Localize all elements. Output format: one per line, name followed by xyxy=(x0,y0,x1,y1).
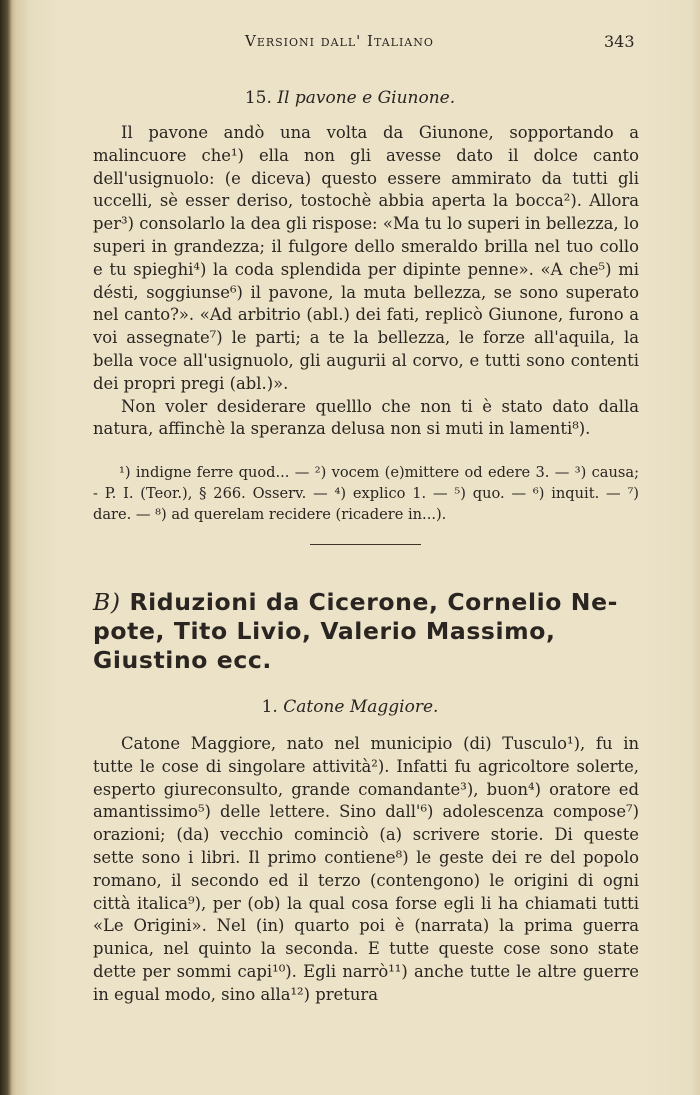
section-1-number: 1. xyxy=(261,697,278,717)
section-b-letter: B) xyxy=(93,588,121,616)
fable-paragraph: Il pavone andò una volta da Giunone, sopportando a malincuore che¹) ella non gli avesse dato il dolce canto dell'usignuolo: (e diceva) questo essere ammirato da tutti gli uccelli, sè esser deriso, tostochè abbia aperta la bocca²). Allora per³) consolarlo la dea gli rispose: «Ma tu lo superi in bellezza, lo superi in grandezza; il fulgore dello smeraldo brilla nel tuo collo e tu spieghi⁴) la coda splendida per dipinte penne». «A che⁵) mi désti, soggiunse⁶) il pavone, la muta bellezza, se sono superato nel canto?». «Ad arbitrio (abl.) dei fati, replicò Giunone, furono a voi assegnate⁷) le parti; a te la bellezza, le forze all'aquila, la bella voce all'usignuolo, gli augurii al corvo, e tutti sono contenti dei propri pregi (abl.)». xyxy=(93,123,639,393)
moral-paragraph: Non voler desiderare quelllo che non ti è stato dato dalla natura, affinchè la speranza delusa non si muti in lamenti⁸). xyxy=(93,396,639,439)
running-title: Versioni dall' Italiano xyxy=(245,32,434,50)
section-15-body xyxy=(93,122,639,441)
section-b-heading xyxy=(93,588,641,675)
section-b-heading-line3: Giustino ecc. xyxy=(93,646,272,674)
section-divider xyxy=(310,544,421,545)
section-15-title xyxy=(0,88,700,108)
section-15-title-text: Il pavone e Giunone. xyxy=(277,88,456,108)
section-1-title xyxy=(0,697,700,717)
section-1-title-text: Catone Maggiore. xyxy=(283,697,439,717)
section-15-number: 15. xyxy=(244,88,272,108)
section-b-heading-line2: pote, Tito Livio, Valerio Massimo, xyxy=(93,617,556,645)
catone-paragraph: Catone Maggiore, nato nel municipio (di) Tusculo¹), fu in tutte le cose di singolare attività²). Infatti fu agricoltore solerte, esperto giureconsulto, grande comandante³), buon⁴) oratore ed amantissimo⁵) delle lettere. Sino dall'⁶) adolescenza compose⁷) orazioni; (da) vecchio cominciò (a) scrivere storie. Di queste sette sono i libri. Il primo contiene⁸) le geste dei re del popolo romano, il secondo ed il terzo (contengono) le origini di ogni città italica⁹), per (ob) la qual cosa forse egli li ha chiamati tutti «Le Origini». Nel (in) quarto poi è (narrata) la prima guerra punica, nel quinto la seconda. E tutte queste cose sono state dette per sommi capi¹⁰). Egli narrò¹¹) anche tutte le altre guerre in egual modo, sino alla¹²) pretura xyxy=(93,734,639,1004)
page-number: 343 xyxy=(604,32,635,51)
footnotes-text: ¹) indigne ferre quod... — ²) vocem (e)mittere od edere 3. — ³) causa; - P. I. (Teor.), § 266. Osserv. — ⁴) explico 1. — ⁵) quo. — ⁶) inquit. — ⁷) dare. — ⁸) ad querelam recidere (ricadere in...). xyxy=(93,464,639,523)
section-1-body xyxy=(93,733,639,1007)
footnotes-15 xyxy=(93,462,639,525)
section-b-heading-line1: Riduzioni da Cicerone, Cornelio Ne- xyxy=(129,588,618,616)
page-binding-edge xyxy=(0,0,12,1095)
